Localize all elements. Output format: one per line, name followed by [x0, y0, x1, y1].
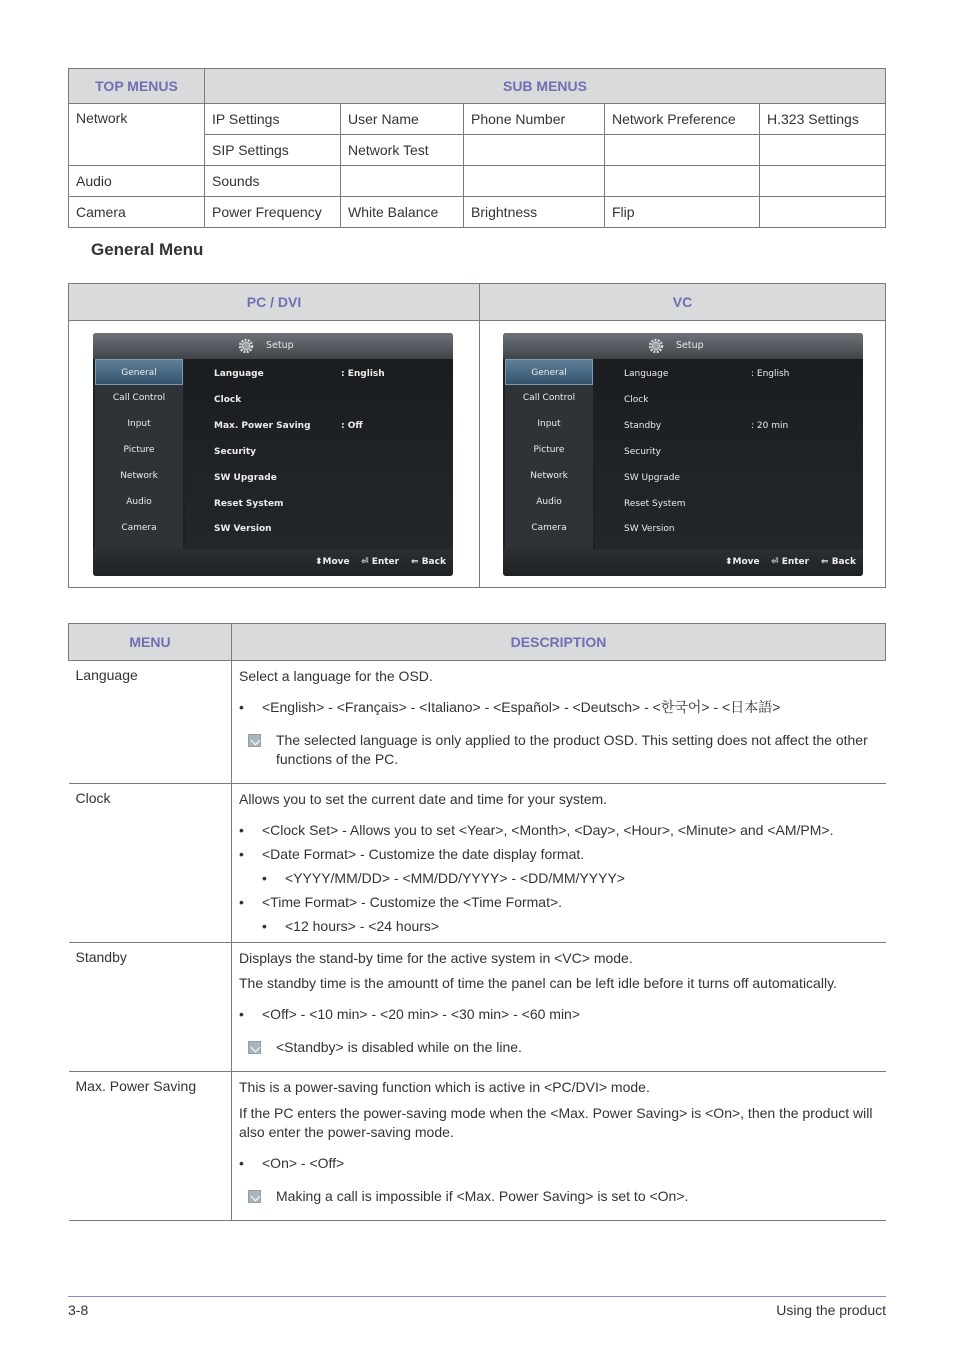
move-label: Move [732, 557, 760, 567]
description-text: Select a language for the OSD. [239, 668, 433, 684]
sub-menu-cell: White Balance [341, 197, 464, 228]
description-text: Allows you to set the current date and time for your system. [239, 791, 608, 807]
up-down-arrow-icon: ⬍ [315, 557, 323, 567]
note-text: <Standby> is disabled while on the line. [276, 1039, 522, 1055]
sidebar-item-call-control[interactable]: Call Control [522, 393, 576, 403]
enter-label: Enter [781, 557, 810, 567]
sub-menu-cell: Sounds [205, 166, 341, 197]
description-cell [232, 1072, 886, 1221]
table-row [69, 104, 886, 135]
menu-item-sw-version[interactable]: SW Version [624, 524, 675, 534]
pc-osd-cell [69, 321, 480, 588]
description-table [68, 623, 886, 1221]
move-hint [725, 557, 760, 567]
osd-title: Setup [676, 340, 704, 351]
top-menus-header: TOP MENUS [69, 69, 205, 104]
sub-menu-cell: Network Test [341, 135, 464, 166]
description-cell [232, 784, 886, 943]
osd-sidebar [505, 359, 593, 549]
description-text: Displays the stand-by time for the active system in <VC> mode. [239, 950, 633, 966]
description-cell [232, 661, 886, 784]
note-icon [248, 1041, 261, 1054]
menu-value-language: : English [341, 369, 385, 379]
menu-cell: Standby [69, 943, 232, 1072]
osd-table [68, 283, 886, 588]
sub-menu-cell: Network Preference [605, 104, 760, 135]
menu-item-reset-system[interactable]: Reset System [624, 499, 686, 509]
vc-setup-osd [503, 333, 863, 576]
note-text: Making a call is impossible if <Max. Power Saving> is set to <On>. [276, 1188, 689, 1204]
osd-title: Setup [266, 340, 294, 351]
sidebar-item-general[interactable]: General [95, 359, 183, 385]
menu-item-sw-version[interactable]: SW Version [214, 524, 272, 534]
bullet-item: • <English> - <Français> - <Italiano> - <Español> - <Deutsch> - <한국어> - <日本語> [239, 695, 879, 719]
sidebar-item-picture[interactable]: Picture [123, 445, 155, 455]
enter-icon: ⏎ [771, 557, 779, 567]
sub-menu-cell [760, 197, 886, 228]
menu-item-language[interactable]: Language [214, 369, 264, 379]
bullet-item: • <Time Format> - Customize the <Time Format>. [239, 890, 879, 914]
description-header: DESCRIPTION [232, 624, 886, 661]
menu-item-reset-system[interactable]: Reset System [214, 499, 284, 509]
bullet-item: • <On> - <Off> [239, 1151, 879, 1175]
sub-menu-cell [760, 166, 886, 197]
enter-hint [771, 557, 809, 567]
sub-menu-cell: IP Settings [205, 104, 341, 135]
note-text: The selected language is only applied to the product OSD. This setting does not affect the other functions of the PC. [276, 732, 868, 767]
up-down-arrow-icon: ⬍ [725, 557, 733, 567]
gear-icon [647, 337, 665, 355]
menu-item-standby[interactable]: Standby [624, 421, 662, 431]
back-label: Back [421, 557, 446, 567]
enter-hint [361, 557, 399, 567]
enter-label: Enter [371, 557, 400, 567]
move-hint [315, 557, 350, 567]
back-hint [411, 557, 446, 567]
page-number: 3-8 [68, 1302, 89, 1318]
pc-setup-osd [93, 333, 453, 576]
top-menu-cell: Audio [69, 166, 205, 197]
menu-item-sw-upgrade[interactable]: SW Upgrade [214, 473, 277, 483]
table-row [69, 784, 886, 943]
vc-osd-cell [480, 321, 886, 588]
sub-menu-cell: Power Frequency [205, 197, 341, 228]
table-row [69, 166, 886, 197]
menu-item-language[interactable]: Language [624, 369, 669, 379]
menu-cell: Clock [69, 784, 232, 943]
description-text: This is a power-saving function which is active in <PC/DVI> mode. [239, 1079, 650, 1095]
table-row [69, 1072, 886, 1221]
menu-value-standby: : 20 min [751, 421, 789, 431]
description-cell [232, 943, 886, 1072]
menu-cell: Max. Power Saving [69, 1072, 232, 1221]
sub-menu-cell [605, 166, 760, 197]
osd-sidebar [95, 359, 183, 549]
description-text: The standby time is the amountt of time the panel can be left idle before it turns off automatically. [239, 975, 837, 991]
sub-bullet-item: • <YYYY/MM/DD> - <MM/DD/YYYY> - <DD/MM/YYYY> [239, 866, 879, 890]
sub-menu-cell [605, 135, 760, 166]
sub-menu-cell: H.323 Settings [760, 104, 886, 135]
menu-item-clock[interactable]: Clock [214, 395, 242, 405]
menu-item-sw-upgrade[interactable]: SW Upgrade [624, 473, 680, 483]
sidebar-item-audio[interactable]: Audio [126, 497, 152, 507]
menu-value-max-power-saving: : Off [341, 421, 363, 431]
menu-item-security[interactable]: Security [214, 447, 257, 457]
menu-item-security[interactable]: Security [624, 447, 661, 457]
note [239, 1038, 879, 1057]
table-row [69, 661, 886, 784]
pc-dvi-header: PC / DVI [69, 284, 480, 321]
gear-icon [237, 337, 255, 355]
move-label: Move [322, 557, 350, 567]
sidebar-item-camera[interactable]: Camera [531, 523, 567, 533]
note [239, 731, 879, 769]
top-menu-cell: Network [69, 104, 205, 166]
sidebar-item-input[interactable]: Input [127, 419, 151, 429]
sidebar-item-audio[interactable]: Audio [536, 497, 562, 507]
bullet-item: • <Clock Set> - Allows you to set <Year>, <Month>, <Day>, <Hour>, <Minute> and <AM/PM>. [239, 818, 879, 842]
sub-menus-header: SUB MENUS [205, 69, 886, 104]
sub-menu-cell: Brightness [464, 197, 605, 228]
sidebar-item-network[interactable]: Network [120, 471, 158, 481]
note-icon [248, 734, 261, 747]
menu-cell: Language [69, 661, 232, 784]
menu-item-max-power-saving[interactable]: Max. Power Saving [214, 421, 311, 431]
sub-menu-cell [760, 135, 886, 166]
back-arrow-icon: ⇐ [821, 557, 829, 567]
sub-menu-cell [464, 166, 605, 197]
section-title: Using the product [776, 1302, 886, 1318]
section-heading: General Menu [91, 240, 204, 259]
menu-value-language: : English [751, 369, 790, 379]
sub-menu-cell: User Name [341, 104, 464, 135]
vc-header: VC [480, 284, 886, 321]
bullet-item: • <Off> - <10 min> - <20 min> - <30 min> - <60 min> [239, 1002, 879, 1026]
sidebar-item-camera[interactable]: Camera [121, 523, 157, 533]
sub-bullet-item: • <12 hours> - <24 hours> [239, 914, 879, 938]
sub-menu-cell [464, 135, 605, 166]
table-row [69, 943, 886, 1072]
top-menus-table [68, 68, 886, 228]
sub-menu-cell: Flip [605, 197, 760, 228]
sub-menu-cell [341, 166, 464, 197]
back-label: Back [831, 557, 856, 567]
note [239, 1187, 879, 1206]
sidebar-item-picture[interactable]: Picture [533, 445, 565, 455]
sidebar-item-general[interactable]: General [505, 359, 593, 385]
back-hint [821, 557, 856, 567]
sidebar-item-call-control[interactable]: Call Control [112, 393, 166, 403]
menu-item-clock[interactable]: Clock [624, 395, 649, 405]
enter-icon: ⏎ [361, 557, 369, 567]
description-text: If the PC enters the power-saving mode when the <Max. Power Saving> is <On>, then the product will also enter the power-saving mode. [239, 1105, 873, 1140]
table-row [69, 197, 886, 228]
sidebar-item-input[interactable]: Input [537, 419, 561, 429]
footer-divider [68, 1296, 886, 1297]
sidebar-item-network[interactable]: Network [530, 471, 568, 481]
bullet-item: • <Date Format> - Customize the date display format. [239, 842, 879, 866]
sub-menu-cell: Phone Number [464, 104, 605, 135]
menu-header: MENU [69, 624, 232, 661]
note-icon [248, 1190, 261, 1203]
back-arrow-icon: ⇐ [411, 557, 419, 567]
top-menu-cell: Camera [69, 197, 205, 228]
sub-menu-cell: SIP Settings [205, 135, 341, 166]
